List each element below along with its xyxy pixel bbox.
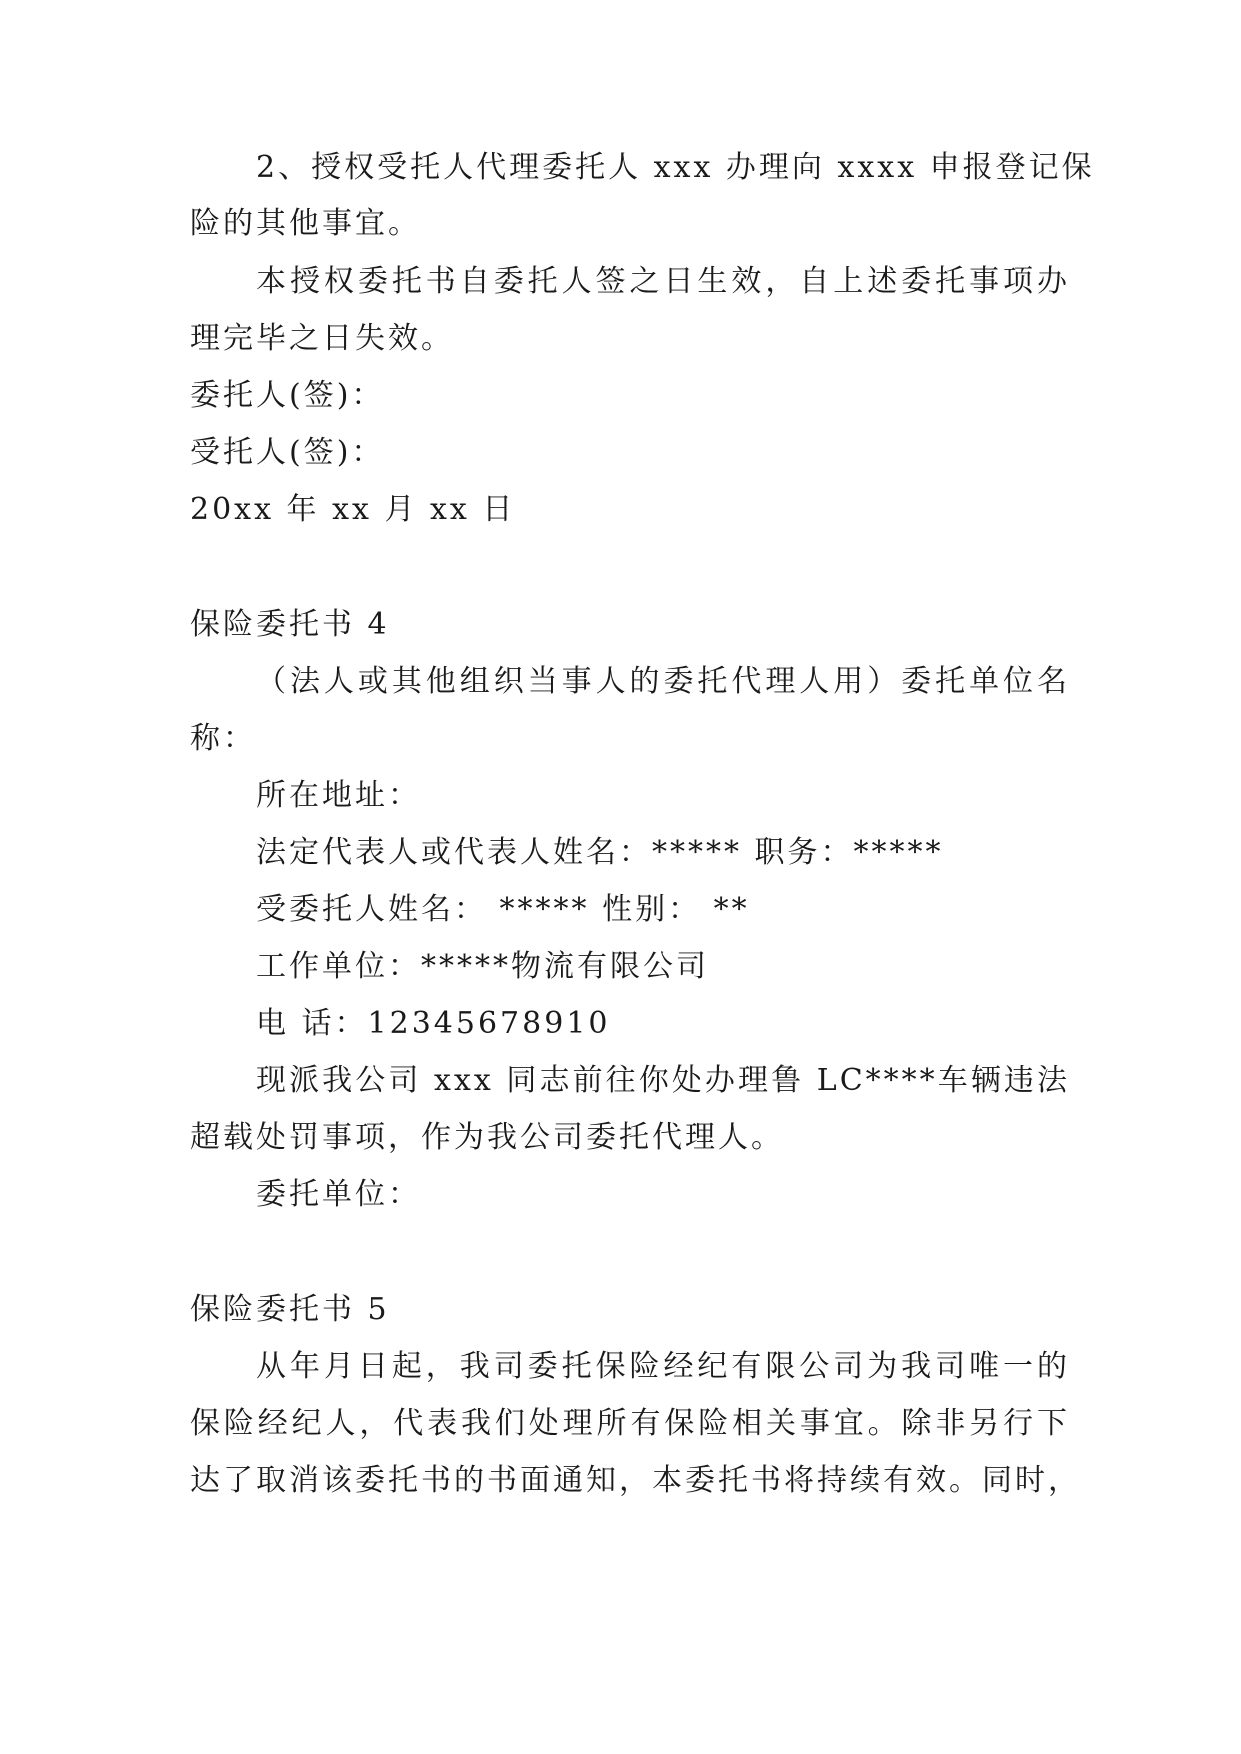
form-field-employer: 工作单位：*****物流有限公司 [256, 949, 709, 984]
form-field-address: 所在地址： [256, 778, 421, 813]
form-field-agent-name: 受委托人姓名： ***** 性别： ** [256, 892, 750, 927]
date-line: 20xx 年 xx 月 xx 日 [190, 492, 516, 527]
paragraph-line: 理完毕之日失效。 [190, 321, 454, 356]
signature-line-principal: 委托人(签)： [190, 378, 385, 413]
paragraph-line: 从年月日起，我司委托保险经纪有限公司为我司唯一的 [256, 1349, 1070, 1384]
paragraph-line: 本授权委托书自委托人签之日生效，自上述委托事项办 [256, 264, 1070, 299]
paragraph-line: 超载处罚事项，作为我公司委托代理人。 [190, 1120, 784, 1155]
paragraph-line: 达了取消该委托书的书面通知，本委托书将持续有效。同时， [190, 1463, 1081, 1498]
paragraph-line: 保险经纪人，代表我们处理所有保险相关事宜。除非另行下 [190, 1406, 1070, 1441]
paragraph-line: 称： [190, 721, 256, 756]
section-title: 保险委托书 5 [190, 1292, 390, 1327]
paragraph-line: （法人或其他组织当事人的委托代理人用）委托单位名 [256, 664, 1070, 699]
signature-line-agent: 受托人(签)： [190, 435, 385, 470]
form-field-unit: 委托单位： [256, 1177, 421, 1212]
paragraph-line: 现派我公司 xxx 同志前往你处办理鲁 LC****车辆违法 [256, 1063, 1070, 1098]
form-field-phone: 电 话：12345678910 [256, 1006, 611, 1041]
paragraph-line: 险的其他事宜。 [190, 206, 421, 241]
section-title: 保险委托书 4 [190, 607, 390, 642]
paragraph-line: 2、授权受托人代理委托人 xxx 办理向 xxxx 申报登记保 [256, 150, 1095, 185]
form-field-representative: 法定代表人或代表人姓名：***** 职务：***** [256, 835, 944, 870]
